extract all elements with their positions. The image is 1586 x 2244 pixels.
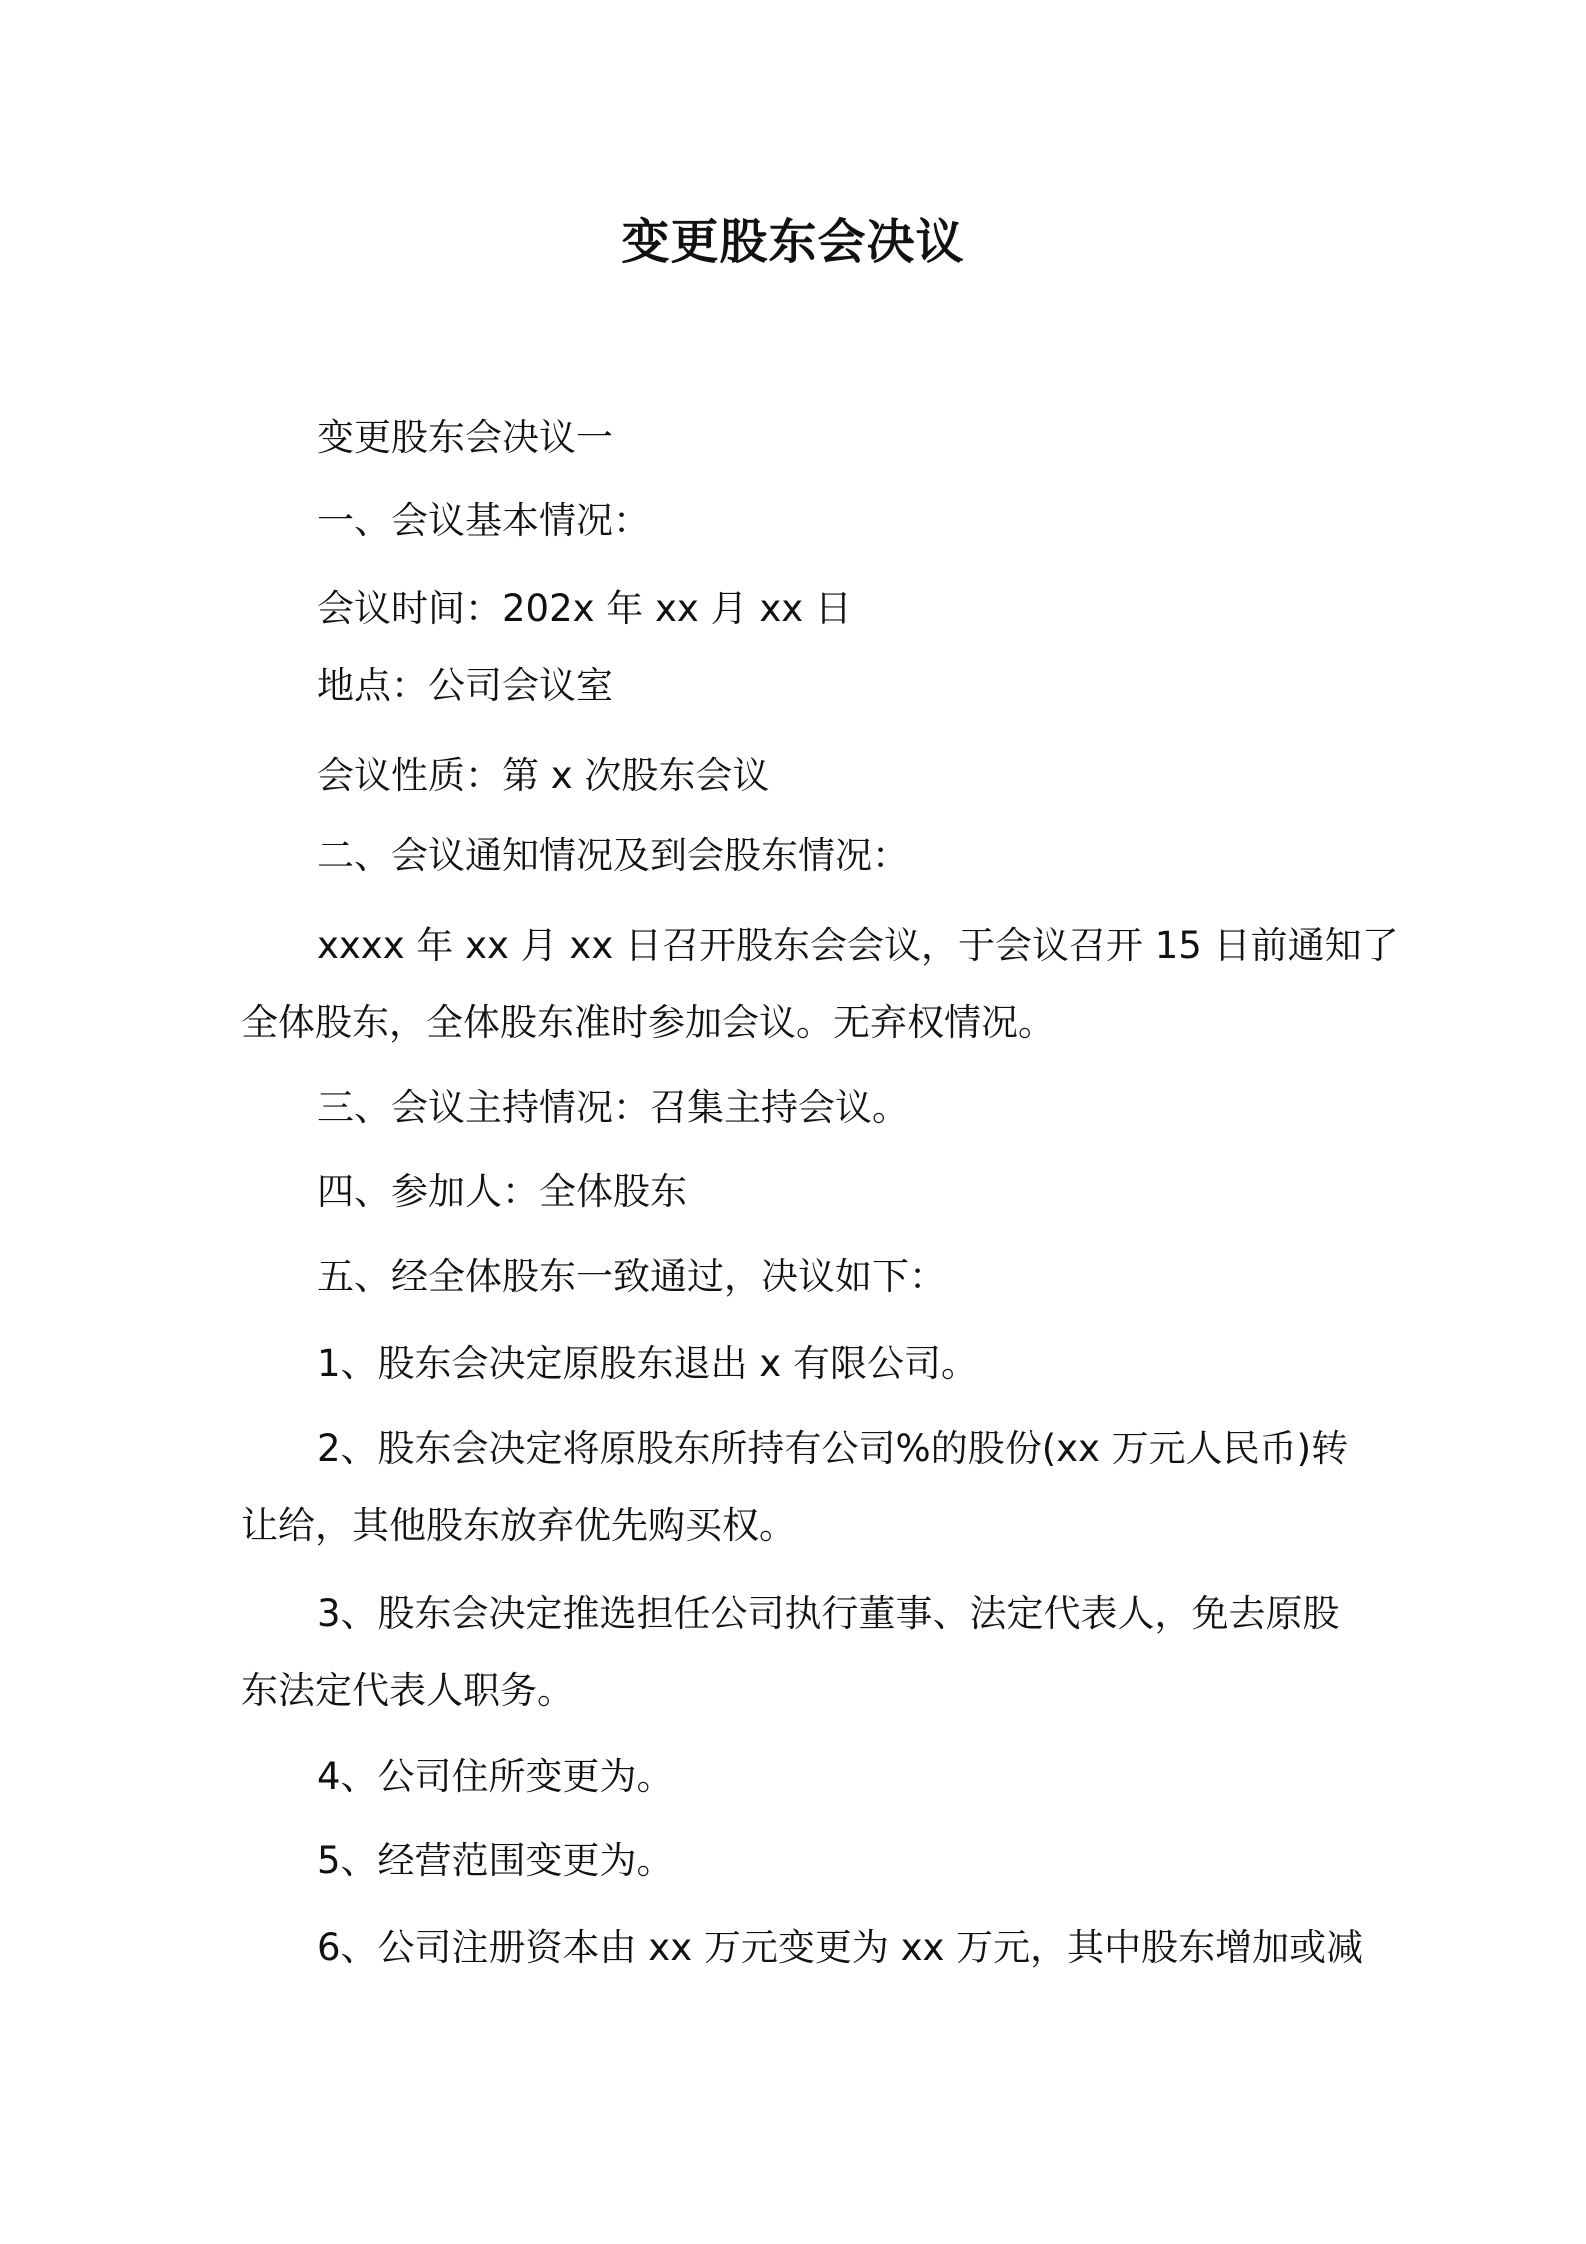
resolution-item-2-line-1: 2、股东会决定将原股东所持有公司%的股份(xx 万元人民币)转	[317, 1427, 1349, 1470]
section-heading-notice: 二、会议通知情况及到会股东情况：	[317, 834, 909, 877]
section-heading-basic-info: 一、会议基本情况：	[317, 499, 650, 542]
meeting-place: 地点：公司会议室	[317, 664, 613, 707]
resolution-item-6: 6、公司注册资本由 xx 万元变更为 xx 万元，其中股东增加或减	[317, 1926, 1364, 1969]
meeting-time: 会议时间：202x 年 xx 月 xx 日	[317, 587, 852, 630]
document-title: 变更股东会决议	[621, 214, 965, 270]
resolution-item-2-line-2: 让给，其他股东放弃优先购买权。	[241, 1504, 796, 1547]
section-heading-participants: 四、参加人：全体股东	[317, 1170, 687, 1213]
subtitle: 变更股东会决议一	[317, 416, 613, 459]
resolution-item-4: 4、公司住所变更为。	[317, 1755, 674, 1798]
resolution-item-3-line-1: 3、股东会决定推选担任公司执行董事、法定代表人，免去原股	[317, 1592, 1340, 1635]
section-heading-resolutions: 五、经全体股东一致通过，决议如下：	[317, 1255, 946, 1298]
resolution-item-5: 5、经营范围变更为。	[317, 1839, 674, 1882]
notice-body-line-2: 全体股东，全体股东准时参加会议。无弃权情况。	[241, 1001, 1055, 1044]
notice-body-line-1: xxxx 年 xx 月 xx 日召开股东会会议，于会议召开 15 日前通知了	[317, 924, 1399, 967]
section-heading-host: 三、会议主持情况：召集主持会议。	[317, 1086, 909, 1129]
resolution-item-1: 1、股东会决定原股东退出 x 有限公司。	[317, 1342, 978, 1385]
meeting-nature: 会议性质：第 x 次股东会议	[317, 754, 770, 797]
resolution-item-3-line-2: 东法定代表人职务。	[241, 1669, 574, 1712]
